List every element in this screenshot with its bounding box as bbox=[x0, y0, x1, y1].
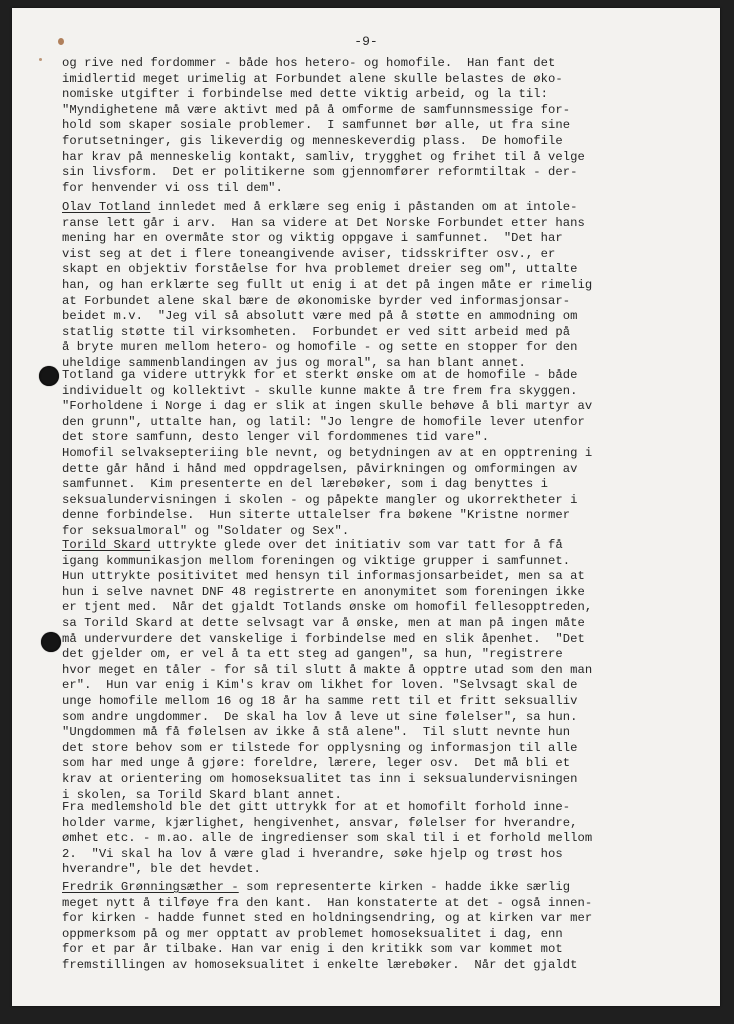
text-line: imidlertid meget urimelig at Forbundet alene skulle belastes de øko- bbox=[62, 71, 563, 86]
text-line: mening har en overmåte stor og viktig oppgave i samfunnet. "Det har bbox=[62, 231, 563, 246]
paragraph-fredrik-gronningsaether bbox=[62, 880, 702, 974]
punch-hole bbox=[41, 632, 61, 652]
text-line: "Forholdene i Norge i dag er slik at ingen skulle behøve å bli martyr av bbox=[62, 399, 593, 414]
text-line: for henvender vi oss til dem". bbox=[62, 180, 283, 195]
text-line: skapt en objektiv forståelse for hva problemet dreier seg om", uttalte bbox=[62, 262, 578, 277]
text-line: har krav på menneskelig kontakt, samliv, trygghet og frihet til å velge bbox=[62, 149, 585, 164]
text-line bbox=[62, 538, 702, 554]
text-line: fremstillingen av homoseksualitet i enkelte lærebøker. Når det gjaldt bbox=[62, 957, 578, 972]
text-line: det store samfunn, desto lenger vil fordommenes tid vare". bbox=[62, 430, 490, 445]
text-line: "Ungdommen må få følelsen av ikke å stå alene". Til slutt nevnte hun bbox=[62, 725, 571, 740]
text-line: vist seg at det i flere toneangivende aviser, tidsskrifter osv., er bbox=[62, 246, 556, 261]
speaker-name: Olav Totland bbox=[62, 200, 151, 214]
text-line: uheldige sammenblandingen av jus og moral", sa han blant annet. bbox=[62, 355, 526, 370]
text-line: 2. "Vi skal ha lov å være glad i hverandre, søke hjelp og trøst hos bbox=[62, 846, 563, 861]
typewritten-page bbox=[12, 8, 720, 1006]
text-line: den grunn", uttalte han, og latil: "Jo lengre de homofile lever utenfor bbox=[62, 414, 585, 429]
text-line: forutsetninger, gis likeverdig og menneskeverdig plass. De homofile bbox=[62, 133, 563, 148]
text-line-rest: innledet med å erklære seg enig i påstanden om at intole- bbox=[150, 200, 578, 214]
text-line: det gjelder om, er vel å ta ett steg ad gangen", sa hun, "registrere bbox=[62, 647, 563, 662]
text-line: for kirken - hadde funnet sted en holdningsendring, og at kirken var mer bbox=[62, 911, 593, 926]
text-line: må undervurdere det vanskelige i forbindelse med en slik åpenhet. "Det bbox=[62, 631, 585, 646]
text-line: individuelt og kollektivt - skulle kunne makte å tre frem fra skyggen. bbox=[62, 383, 578, 398]
text-line: "Myndighetene må være aktivt med på å omforme de samfunnsmessige for- bbox=[62, 102, 571, 117]
text-line: statlig støtte til virksomheten. Forbundet er ved sitt arbeid med på bbox=[62, 324, 571, 339]
paragraph-medlemshold bbox=[62, 800, 702, 878]
text-line: samfunnet. Kim presenterte en del lærebøker, som i dag benyttes i bbox=[62, 477, 549, 492]
text-line: Totland ga videre uttrykk for et sterkt ønske om at de homofile - både bbox=[62, 368, 578, 382]
text-line: er tjent med. Når det gjaldt Totlands ønske om homofil fellesopptreden, bbox=[62, 600, 593, 615]
text-line: det store behov som er tilstede for opplysning og informasjon til alle bbox=[62, 740, 578, 755]
paragraph-intro bbox=[62, 56, 702, 196]
text-line: hun i selve navnet DNF 48 registrerte en anonymitet som foreningen ikke bbox=[62, 584, 585, 599]
text-line: ranse lett går i arv. Han sa videre at Det Norske Forbundet etter hans bbox=[62, 215, 585, 230]
text-line: meget nytt å tilføye fra den kant. Han konstaterte at det - også innen- bbox=[62, 895, 593, 910]
text-line-rest: uttrykte glede over det initiativ som var tatt for å få bbox=[150, 538, 563, 552]
text-line: sin livsform. Det er politikerne som gjennomfører reformtiltak - der- bbox=[62, 165, 578, 180]
text-line: for et par år tilbake. Han var enig i den kritikk som var kommet mot bbox=[62, 942, 563, 957]
paragraph-totland-continued bbox=[62, 368, 702, 446]
text-line: i skolen, sa Torild Skard blant annet. bbox=[62, 787, 342, 802]
text-line: ømhet etc. - m.ao. alle de ingredienser som skal til i et forhold mellom bbox=[62, 831, 593, 846]
rust-stain bbox=[39, 58, 42, 61]
text-line: holder varme, kjærlighet, hengivenhet, ansvar, følelser for hverandre, bbox=[62, 815, 578, 830]
text-line: Homofil selvaksepteriing ble nevnt, og betydningen av at en opptrening i bbox=[62, 446, 593, 460]
text-line: nomiske utgifter i forbindelse med dette viktig arbeid, og la til: bbox=[62, 87, 549, 102]
text-line: at Forbundet alene skal bære de økonomiske byrder ved informasjonsar- bbox=[62, 293, 571, 308]
page-number: -9- bbox=[354, 34, 378, 49]
text-line: seksualundervisningen i skolen - og påpekte mangler og ukorrektheter i bbox=[62, 492, 578, 507]
text-line: beidet m.v. "Jeg vil så absolutt være med på å støtte en ammodning om bbox=[62, 309, 578, 324]
text-line: Fra medlemshold ble det gitt uttrykk for at et homofilt forhold inne- bbox=[62, 800, 571, 814]
text-line: hverandre", ble det hevdet. bbox=[62, 862, 261, 877]
paragraph-torild-skard bbox=[62, 538, 702, 803]
text-line: igang kommunikasjon mellom foreningen og viktige grupper i samfunnet. bbox=[62, 553, 571, 568]
text-line bbox=[62, 200, 702, 216]
text-line: er". Hun var enig i Kim's krav om likhet for loven. "Selvsagt skal de bbox=[62, 678, 578, 693]
text-line: hold som skaper sosiale problemer. I samfunnet bør alle, ut fra sine bbox=[62, 118, 571, 133]
text-line: Hun uttrykte positivitet med hensyn til informasjonsarbeidet, men sa at bbox=[62, 569, 585, 584]
text-line: å bryte muren mellom hetero- og homofile - og sette en stopper for den bbox=[62, 340, 578, 355]
text-line: krav at orientering om homoseksualitet tas inn i seksualundervisningen bbox=[62, 771, 578, 786]
speaker-name: Torild Skard bbox=[62, 538, 151, 552]
text-line: unge homofile mellom 16 og 18 år ha samme rett til et fritt seksualliv bbox=[62, 693, 578, 708]
text-line: oppmerksom på og mer opptatt av problemet homoseksualitet i dag, enn bbox=[62, 926, 563, 941]
text-line: som andre ungdommer. De skal ha lov å leve ut sine følelser", sa hun. bbox=[62, 709, 578, 724]
text-line-rest: som representerte kirken - hadde ikke særlig bbox=[238, 880, 571, 894]
text-line: han, og han erklærte seg fullt ut enig i at det på ingen måte er rimelig bbox=[62, 277, 593, 292]
text-line: for seksualmoral" og "Soldater og Sex". bbox=[62, 523, 350, 538]
text-line: sa Torild Skard at dette selvsagt var å ønske, men at man på ingen måte bbox=[62, 615, 585, 630]
paragraph-selvaksept bbox=[62, 446, 702, 540]
text-line: hvor meget en tåler - for så til slutt å makte å opptre utad som den man bbox=[62, 662, 593, 677]
text-line bbox=[62, 880, 702, 896]
text-line: denne forbindelse. Hun siterte uttalelser fra bøkene "Kristne normer bbox=[62, 508, 571, 523]
paragraph-olav-totland bbox=[62, 200, 702, 372]
speaker-name: Fredrik Grønningsæther - bbox=[62, 880, 239, 894]
text-line: og rive ned fordommer - både hos hetero- og homofile. Han fant det bbox=[62, 56, 556, 70]
text-line: som har med unge å gjøre: foreldre, lærere, leger osv. Det må bli et bbox=[62, 756, 571, 771]
text-line: dette går hånd i hånd med oppdragelsen, påvirkningen og omformingen av bbox=[62, 461, 578, 476]
rust-stain bbox=[58, 38, 64, 45]
punch-hole bbox=[39, 366, 59, 386]
